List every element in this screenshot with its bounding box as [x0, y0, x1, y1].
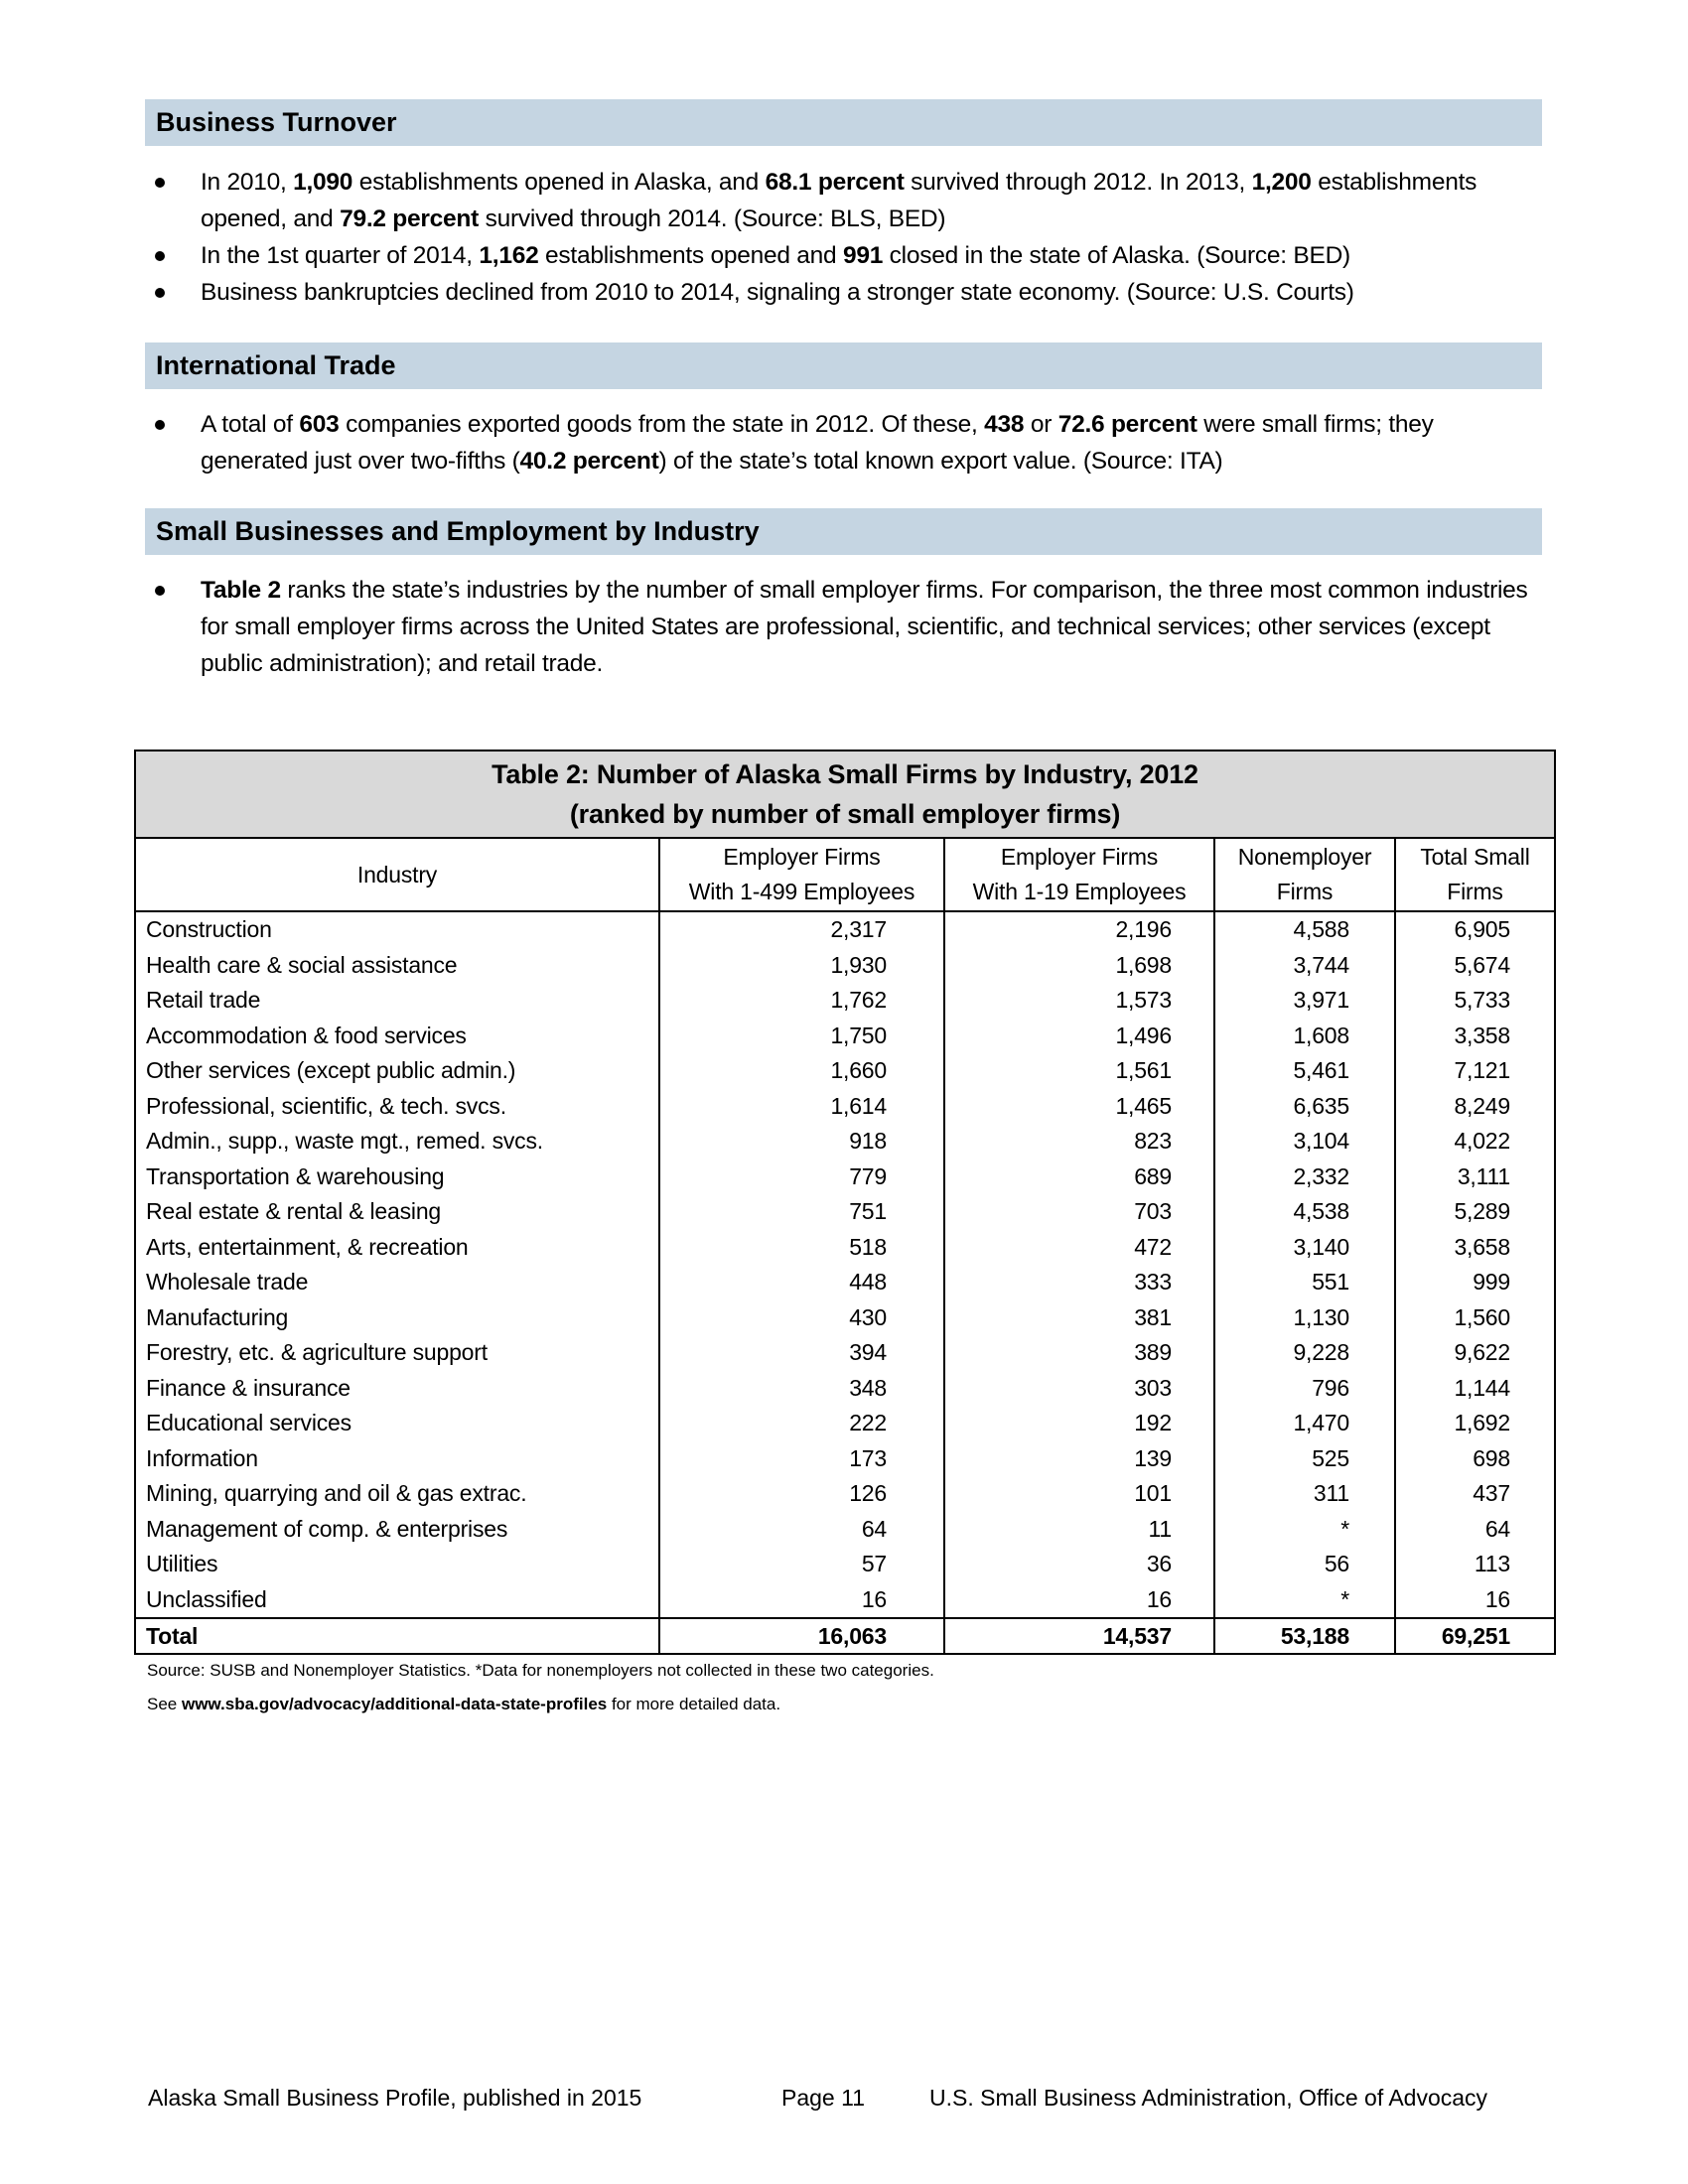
- bold-figure: 1,090: [293, 169, 353, 196]
- value-cell: 5,733: [1395, 983, 1555, 1019]
- value-cell: 126: [659, 1476, 944, 1512]
- bold-figure: 72.6 percent: [1057, 411, 1197, 438]
- text-run: establishments opened and: [538, 242, 843, 269]
- industry-name-cell: Construction: [135, 911, 659, 948]
- text-run: survived through 2014. (Source: BLS, BED): [479, 205, 946, 232]
- value-cell: 779: [659, 1160, 944, 1195]
- see-suffix: for more detailed data.: [607, 1695, 781, 1713]
- value-cell: 472: [944, 1230, 1214, 1266]
- value-cell: 389: [944, 1335, 1214, 1371]
- value-cell: 394: [659, 1335, 944, 1371]
- value-cell: 1,660: [659, 1053, 944, 1089]
- value-cell: 192: [944, 1406, 1214, 1441]
- value-cell: 551: [1214, 1265, 1395, 1300]
- total-value-cell: 14,537: [944, 1618, 1214, 1654]
- table-body: [135, 911, 1555, 1618]
- bullet-icon: [155, 251, 165, 261]
- value-cell: 751: [659, 1194, 944, 1230]
- value-cell: 139: [944, 1441, 1214, 1477]
- value-cell: 64: [659, 1512, 944, 1548]
- text-run: establishments opened, and: [201, 169, 1477, 232]
- value-cell: 823: [944, 1124, 1214, 1160]
- bullet-item: [145, 164, 1545, 237]
- text-run: closed in the state of Alaska. (Source: BED): [883, 242, 1350, 269]
- value-cell: 1,762: [659, 983, 944, 1019]
- small-firms-table: [134, 750, 1556, 1655]
- bullet-text: [201, 169, 1477, 232]
- bullet-text: [201, 411, 1434, 475]
- bold-figure: 991: [842, 242, 884, 269]
- bullet-item: [145, 406, 1545, 479]
- bold-figure: 1,200: [1251, 169, 1312, 196]
- table-row: [135, 1582, 1555, 1619]
- value-cell: 703: [944, 1194, 1214, 1230]
- value-cell: 4,022: [1395, 1124, 1555, 1160]
- text-run: ranks the state’s industries by the number of small employer firms. For comparison, the three most common industries for small employer firms across the United States are professional, scientific, and technical services; other services (except public administration); and retail trade.: [201, 577, 1528, 677]
- column-header-line: With 1-19 Employees: [972, 879, 1187, 904]
- table-row: [135, 1053, 1555, 1089]
- value-cell: 1,560: [1395, 1300, 1555, 1336]
- value-cell: *: [1214, 1512, 1395, 1548]
- value-cell: 5,674: [1395, 948, 1555, 984]
- value-cell: 3,358: [1395, 1019, 1555, 1054]
- value-cell: 4,538: [1214, 1194, 1395, 1230]
- bold-figure: 79.2 percent: [340, 205, 480, 232]
- value-cell: 1,470: [1214, 1406, 1395, 1441]
- bullet-text: [201, 577, 1528, 677]
- industry-name-cell: Mining, quarrying and oil & gas extrac.: [135, 1476, 659, 1512]
- table-row: [135, 1019, 1555, 1054]
- bold-figure: 68.1 percent: [765, 169, 905, 196]
- value-cell: 2,317: [659, 911, 944, 948]
- table-title-line2: (ranked by number of small employer firms): [569, 799, 1121, 829]
- industry-name-cell: Other services (except public admin.): [135, 1053, 659, 1089]
- bullet-icon: [155, 178, 165, 188]
- bold-figure: 1,162: [479, 242, 539, 269]
- column-header-line: Nonemployer: [1237, 844, 1372, 870]
- column-header: [659, 838, 944, 911]
- table-row: [135, 983, 1555, 1019]
- text-run: Business bankruptcies declined from 2010 to 2014, signaling a stronger state economy. (Source: U.S. Courts): [201, 279, 1354, 306]
- bold-figure: 40.2 percent: [519, 448, 659, 475]
- table-row: [135, 1476, 1555, 1512]
- column-header-line: Employer Firms: [1000, 844, 1159, 870]
- value-cell: 222: [659, 1406, 944, 1441]
- table-row: [135, 1194, 1555, 1230]
- value-cell: 698: [1395, 1441, 1555, 1477]
- table-row: [135, 1512, 1555, 1548]
- table-row: [135, 1371, 1555, 1407]
- text-run: or: [1024, 411, 1058, 438]
- value-cell: 518: [659, 1230, 944, 1266]
- value-cell: 2,196: [944, 911, 1214, 948]
- value-cell: 9,622: [1395, 1335, 1555, 1371]
- value-cell: 6,635: [1214, 1089, 1395, 1125]
- table-header-row: [135, 838, 1555, 911]
- value-cell: 437: [1395, 1476, 1555, 1512]
- value-cell: 1,698: [944, 948, 1214, 984]
- industry-name-cell: Finance & insurance: [135, 1371, 659, 1407]
- column-header-line: With 1-499 Employees: [688, 879, 915, 904]
- table-row: [135, 911, 1555, 948]
- value-cell: 8,249: [1395, 1089, 1555, 1125]
- table-row: [135, 948, 1555, 984]
- text-run: ) of the state’s total known export value. (Source: ITA): [658, 448, 1223, 475]
- value-cell: 16: [1395, 1582, 1555, 1619]
- value-cell: 1,130: [1214, 1300, 1395, 1336]
- total-value-cell: 69,251: [1395, 1618, 1555, 1654]
- industry-name-cell: Arts, entertainment, & recreation: [135, 1230, 659, 1266]
- value-cell: 3,140: [1214, 1230, 1395, 1266]
- section-heading-international-trade: International Trade: [145, 342, 1542, 389]
- value-cell: 6,905: [1395, 911, 1555, 948]
- bold-figure: 603: [299, 411, 340, 438]
- bullet-item: [145, 274, 1545, 311]
- bullet-icon: [155, 288, 165, 298]
- bullet-item: [145, 237, 1545, 274]
- value-cell: 689: [944, 1160, 1214, 1195]
- table-row: [135, 1335, 1555, 1371]
- value-cell: 1,573: [944, 983, 1214, 1019]
- value-cell: 64: [1395, 1512, 1555, 1548]
- total-label-cell: Total: [135, 1618, 659, 1654]
- industry-name-cell: Transportation & warehousing: [135, 1160, 659, 1195]
- column-header: [1395, 838, 1555, 911]
- table-title: [135, 751, 1555, 838]
- sba-profiles-link[interactable]: www.sba.gov/advocacy/additional-data-state-profiles: [181, 1695, 608, 1713]
- value-cell: 796: [1214, 1371, 1395, 1407]
- table-row: [135, 1160, 1555, 1195]
- industry-name-cell: Information: [135, 1441, 659, 1477]
- table-row: [135, 1406, 1555, 1441]
- bullet-icon: [155, 420, 165, 430]
- value-cell: 7,121: [1395, 1053, 1555, 1089]
- column-header: [1214, 838, 1395, 911]
- column-header-line: Employer Firms: [723, 844, 881, 870]
- value-cell: 3,971: [1214, 983, 1395, 1019]
- see-prefix: See: [147, 1695, 182, 1713]
- bold-figure: 438: [984, 411, 1025, 438]
- value-cell: 303: [944, 1371, 1214, 1407]
- column-header-line: Firms: [1447, 879, 1503, 904]
- value-cell: 5,461: [1214, 1053, 1395, 1089]
- value-cell: 4,588: [1214, 911, 1395, 948]
- industry-name-cell: Professional, scientific, & tech. svcs.: [135, 1089, 659, 1125]
- international-trade-bullets: [145, 406, 1545, 479]
- industry-name-cell: Utilities: [135, 1547, 659, 1582]
- value-cell: 3,111: [1395, 1160, 1555, 1195]
- text-run: companies exported goods from the state in 2012. Of these,: [339, 411, 985, 438]
- value-cell: 999: [1395, 1265, 1555, 1300]
- value-cell: 16: [944, 1582, 1214, 1619]
- industry-name-cell: Wholesale trade: [135, 1265, 659, 1300]
- value-cell: 348: [659, 1371, 944, 1407]
- value-cell: 2,332: [1214, 1160, 1395, 1195]
- footer-organization: U.S. Small Business Administration, Office of Advocacy: [929, 2085, 1488, 2111]
- section-heading-small-businesses-employment: Small Businesses and Employment by Industry: [145, 508, 1542, 555]
- industry-name-cell: Management of comp. & enterprises: [135, 1512, 659, 1548]
- value-cell: 9,228: [1214, 1335, 1395, 1371]
- value-cell: 1,496: [944, 1019, 1214, 1054]
- value-cell: 1,561: [944, 1053, 1214, 1089]
- value-cell: 311: [1214, 1476, 1395, 1512]
- value-cell: 1,144: [1395, 1371, 1555, 1407]
- text-run: In the 1st quarter of 2014,: [201, 242, 480, 269]
- table-row: [135, 1441, 1555, 1477]
- value-cell: 381: [944, 1300, 1214, 1336]
- value-cell: 430: [659, 1300, 944, 1336]
- value-cell: 1,692: [1395, 1406, 1555, 1441]
- value-cell: 57: [659, 1547, 944, 1582]
- table-row: [135, 1300, 1555, 1336]
- value-cell: 1,608: [1214, 1019, 1395, 1054]
- industry-name-cell: Manufacturing: [135, 1300, 659, 1336]
- section-heading-business-turnover: Business Turnover: [145, 99, 1542, 146]
- column-header-line: Firms: [1276, 879, 1334, 904]
- industry-name-cell: Forestry, etc. & agriculture support: [135, 1335, 659, 1371]
- value-cell: 56: [1214, 1547, 1395, 1582]
- footer-publication: Alaska Small Business Profile, published in 2015: [148, 2085, 642, 2111]
- bold-figure: Table 2: [201, 577, 281, 604]
- industry-name-cell: Real estate & rental & leasing: [135, 1194, 659, 1230]
- value-cell: 1,930: [659, 948, 944, 984]
- value-cell: 173: [659, 1441, 944, 1477]
- value-cell: 113: [1395, 1547, 1555, 1582]
- source-note: Source: SUSB and Nonemployer Statistics. *Data for nonemployers not collected in these two categories.: [147, 1661, 934, 1680]
- value-cell: 1,750: [659, 1019, 944, 1054]
- bullet-text: [201, 279, 1354, 306]
- table-row: [135, 1547, 1555, 1582]
- bullet-icon: [155, 586, 165, 596]
- value-cell: *: [1214, 1582, 1395, 1619]
- column-header: [944, 838, 1214, 911]
- table-title-line1: Table 2: Number of Alaska Small Firms by Industry, 2012: [492, 759, 1198, 789]
- bullet-text: [201, 242, 1350, 269]
- text-run: survived through 2012. In 2013,: [904, 169, 1252, 196]
- value-cell: 448: [659, 1265, 944, 1300]
- table-total-row: [135, 1618, 1555, 1654]
- bullet-item: [145, 572, 1545, 682]
- table-row: [135, 1124, 1555, 1160]
- column-header: Industry: [135, 838, 659, 911]
- industry-table: [134, 750, 1554, 1655]
- text-run: A total of: [201, 411, 300, 438]
- industry-name-cell: Admin., supp., waste mgt., remed. svcs.: [135, 1124, 659, 1160]
- business-turnover-bullets: [145, 164, 1545, 311]
- industry-name-cell: Health care & social assistance: [135, 948, 659, 984]
- text-run: were small firms; they generated just over two-fifths (: [201, 411, 1434, 475]
- value-cell: 3,744: [1214, 948, 1395, 984]
- industry-name-cell: Unclassified: [135, 1582, 659, 1619]
- value-cell: 1,465: [944, 1089, 1214, 1125]
- value-cell: 16: [659, 1582, 944, 1619]
- value-cell: 5,289: [1395, 1194, 1555, 1230]
- table-row: [135, 1230, 1555, 1266]
- value-cell: 918: [659, 1124, 944, 1160]
- value-cell: 3,104: [1214, 1124, 1395, 1160]
- footer-page-number: Page 11: [781, 2085, 865, 2111]
- text-run: establishments opened in Alaska, and: [352, 169, 766, 196]
- value-cell: 525: [1214, 1441, 1395, 1477]
- industry-name-cell: Educational services: [135, 1406, 659, 1441]
- column-header-line: Total Small: [1420, 844, 1530, 870]
- value-cell: 3,658: [1395, 1230, 1555, 1266]
- total-value-cell: 16,063: [659, 1618, 944, 1654]
- total-value-cell: 53,188: [1214, 1618, 1395, 1654]
- value-cell: 333: [944, 1265, 1214, 1300]
- industry-name-cell: Accommodation & food services: [135, 1019, 659, 1054]
- see-more-note: [147, 1693, 780, 1716]
- table-row: [135, 1265, 1555, 1300]
- table-row: [135, 1089, 1555, 1125]
- value-cell: 36: [944, 1547, 1214, 1582]
- value-cell: 11: [944, 1512, 1214, 1548]
- industry-name-cell: Retail trade: [135, 983, 659, 1019]
- value-cell: 101: [944, 1476, 1214, 1512]
- text-run: In 2010,: [201, 169, 294, 196]
- small-business-bullets: [145, 572, 1545, 682]
- value-cell: 1,614: [659, 1089, 944, 1125]
